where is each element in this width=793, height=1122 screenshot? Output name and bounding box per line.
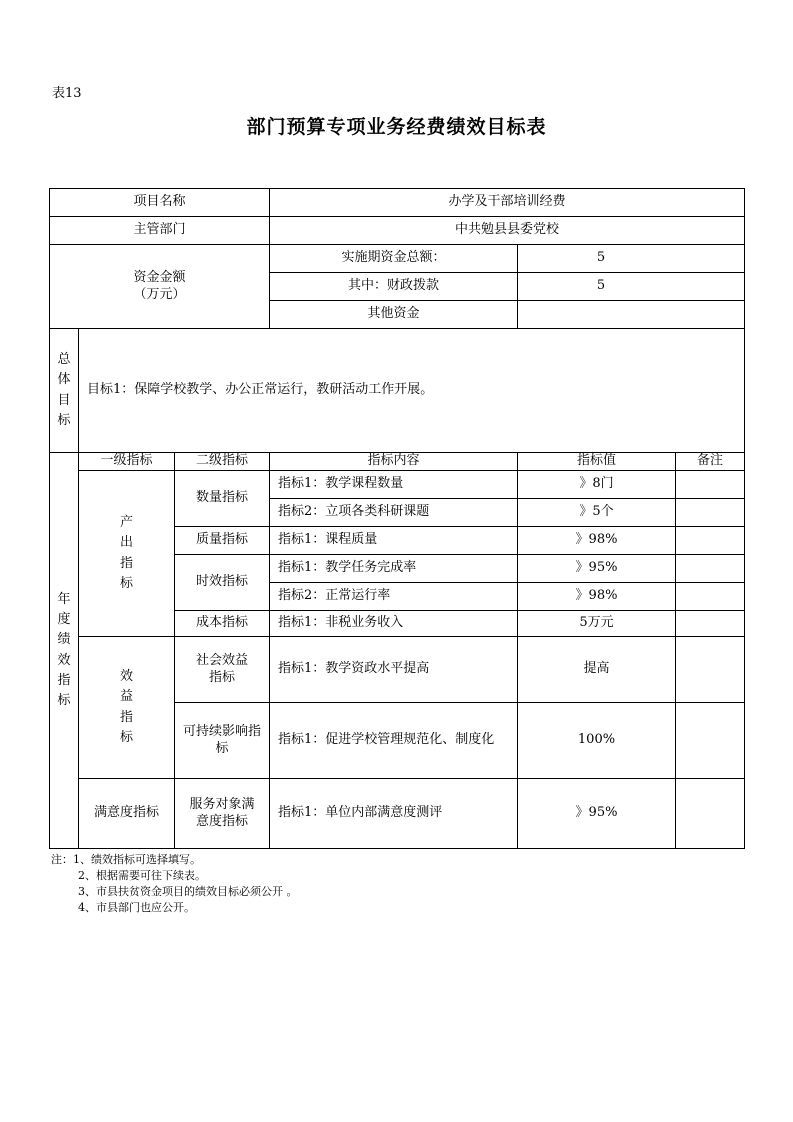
performance-target-table: [49, 188, 745, 849]
remark-cell: [676, 703, 745, 779]
content-cell: 指标1：非税业务收入: [270, 611, 518, 637]
remark-cell: [676, 611, 745, 637]
content-cell: 指标1：教学资政水平提高: [270, 637, 518, 703]
header-content: 指标内容: [270, 453, 518, 471]
table-number: 表13: [52, 86, 82, 101]
funds-other-label: 其他资金: [270, 301, 518, 329]
overall-target-label: 总体目标: [50, 329, 79, 453]
remark-cell: [676, 499, 745, 527]
value-cell: 》8门: [518, 471, 676, 499]
content-cell: 指标1：单位内部满意度测评: [270, 779, 518, 849]
value-cell: 》98%: [518, 527, 676, 555]
content-cell: 指标1：课程质量: [270, 527, 518, 555]
funds-label-line2: （万元）: [133, 286, 186, 302]
remark-cell: [676, 471, 745, 499]
funds-fiscal-value: 5: [518, 273, 745, 301]
funds-total-value: 5: [518, 245, 745, 273]
remark-cell: [676, 637, 745, 703]
value-cell: 提高: [518, 637, 676, 703]
project-name-value: 办学及干部培训经费: [270, 189, 745, 217]
header-remark: 备注: [676, 453, 745, 471]
value-cell: 》98%: [518, 583, 676, 611]
note-item: 4、市县部门也应公开。: [78, 901, 195, 914]
content-cell: 指标1：教学课程数量: [270, 471, 518, 499]
content-cell: 指标1：促进学校管理规范化、制度化: [270, 703, 518, 779]
funds-other-value: [518, 301, 745, 329]
note-item: 3、市县扶贫资金项目的绩效目标必须公开 。: [78, 885, 298, 898]
funds-label-line1: 资金金额: [133, 269, 186, 285]
note-item: 注：1、绩效指标可选择填写。: [51, 853, 201, 866]
level2-cell: 成本指标: [175, 611, 270, 637]
overall-target-text: 目标1：保障学校教学、办公正常运行，教研活动工作开展。: [79, 329, 745, 453]
annual-indicators-label: 年度绩效指标: [50, 453, 79, 849]
funds-total-label: 实施期资金总额：: [270, 245, 518, 273]
value-cell: 》95%: [518, 779, 676, 849]
content-cell: 指标1：教学任务完成率: [270, 555, 518, 583]
level2-cell: 时效指标: [175, 555, 270, 611]
project-name-label: 项目名称: [50, 189, 270, 217]
dept-value: 中共勉县县委党校: [270, 217, 745, 245]
value-cell: 》5个: [518, 499, 676, 527]
level2-cell: 社会效益指标: [175, 637, 270, 703]
funds-fiscal-label: 其中：财政拨款: [270, 273, 518, 301]
header-level2: 二级指标: [175, 453, 270, 471]
notes: [51, 852, 298, 916]
note-item: 2、根据需要可往下续表。: [78, 869, 206, 882]
level2-cell: 可持续影响指标: [175, 703, 270, 779]
content-cell: 指标2：立项各类科研课题: [270, 499, 518, 527]
level2-cell: 质量指标: [175, 527, 270, 555]
remark-cell: [676, 779, 745, 849]
level2-cell: 数量指标: [175, 471, 270, 527]
remark-cell: [676, 583, 745, 611]
satisfaction-indicators-label: 满意度指标: [79, 779, 175, 849]
header-value: 指标值: [518, 453, 676, 471]
remark-cell: [676, 555, 745, 583]
value-cell: 5万元: [518, 611, 676, 637]
header-level1: 一级指标: [79, 453, 175, 471]
value-cell: 》95%: [518, 555, 676, 583]
value-cell: 100%: [518, 703, 676, 779]
funds-label: [50, 245, 270, 329]
benefit-indicators-label: 效益指标: [79, 637, 175, 779]
level2-cell: 服务对象满意度指标: [175, 779, 270, 849]
dept-label: 主管部门: [50, 217, 270, 245]
remark-cell: [676, 527, 745, 555]
page-title: 部门预算专项业务经费绩效目标表: [246, 116, 547, 138]
output-indicators-label: 产出指标: [79, 471, 175, 637]
content-cell: 指标2：正常运行率: [270, 583, 518, 611]
